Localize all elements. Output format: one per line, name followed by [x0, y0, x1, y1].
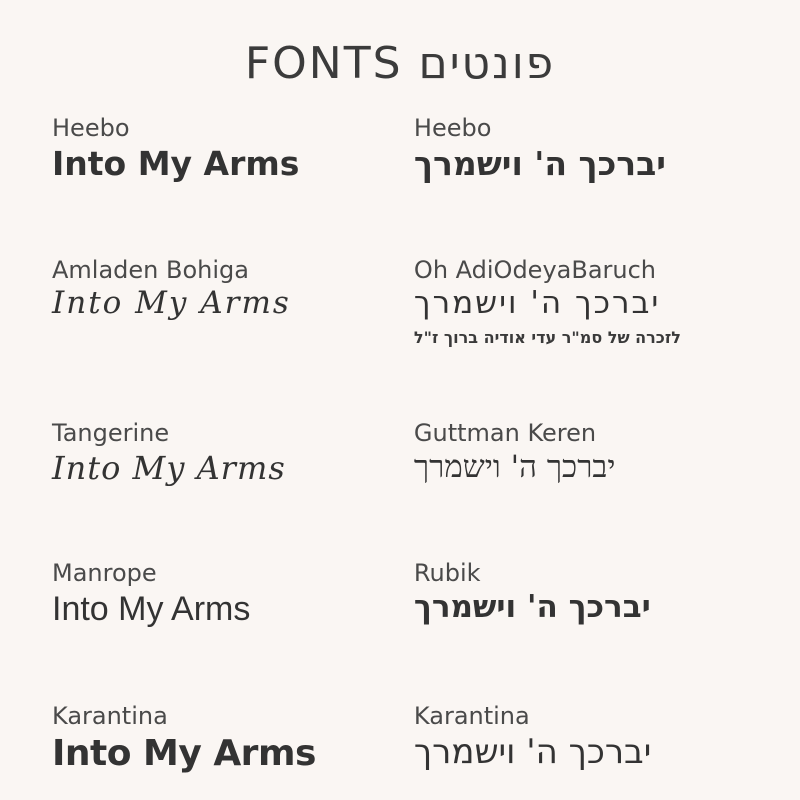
font-name-label: Heebo — [52, 114, 130, 143]
font-sample-subnote: לזכרה של סמ"ר עדי אודיה ברוך ז"ל — [413, 328, 681, 347]
font-sample-text: יברכך ה' וישמרך — [413, 731, 652, 772]
font-name-label: Guttman Keren — [413, 419, 597, 448]
font-sample-text: יברכך ה' וישמרך — [413, 589, 651, 626]
font-sample-karantina-latin — [52, 702, 386, 774]
font-name-label: Karantina — [413, 701, 530, 730]
font-sample-text: יברכך ה' וישמרך — [413, 144, 667, 184]
font-sample-manrope-latin — [52, 559, 386, 629]
font-sample-text: Into My Arms — [52, 449, 286, 488]
font-sample-heebo-hebrew — [414, 114, 748, 183]
font-sample-text: יברכך ה' וישמרך — [413, 449, 616, 486]
page-title: פונטים FONTS — [244, 38, 556, 89]
font-name-label: Heebo — [413, 114, 492, 143]
font-sample-guttman-keren-hebrew — [414, 419, 748, 485]
font-name-label: Amladen Bohiga — [52, 255, 249, 284]
font-sample-amladen-bohiga-latin — [52, 256, 386, 322]
font-rows — [52, 114, 748, 780]
font-name-label: Karantina — [52, 701, 168, 730]
font-name-label: Manrope — [52, 559, 157, 588]
font-sample-karantina-hebrew — [414, 702, 748, 772]
font-sample-heebo-latin — [52, 114, 386, 183]
font-row — [52, 559, 748, 629]
font-row — [52, 256, 748, 347]
font-row — [52, 702, 748, 774]
font-sample-text: Into My Arms — [52, 590, 251, 629]
font-row — [52, 419, 748, 487]
font-name-label: Rubik — [413, 559, 481, 588]
font-name-label: Tangerine — [52, 419, 170, 448]
font-sample-tangerine-latin — [52, 419, 386, 487]
font-sample-text: Into My Arms — [52, 732, 316, 774]
font-sample-rubik-hebrew — [414, 559, 748, 625]
font-sample-text: Into My Arms — [52, 285, 291, 322]
font-sample-text: יברכך ה' וישמרך — [413, 285, 661, 322]
font-sample-oh-adiodeyabaruch-hebrew — [414, 256, 748, 347]
font-name-label: Oh AdiOdeyaBaruch — [413, 255, 657, 284]
font-sample-text: Into My Arms — [52, 144, 300, 184]
font-row — [52, 114, 748, 183]
